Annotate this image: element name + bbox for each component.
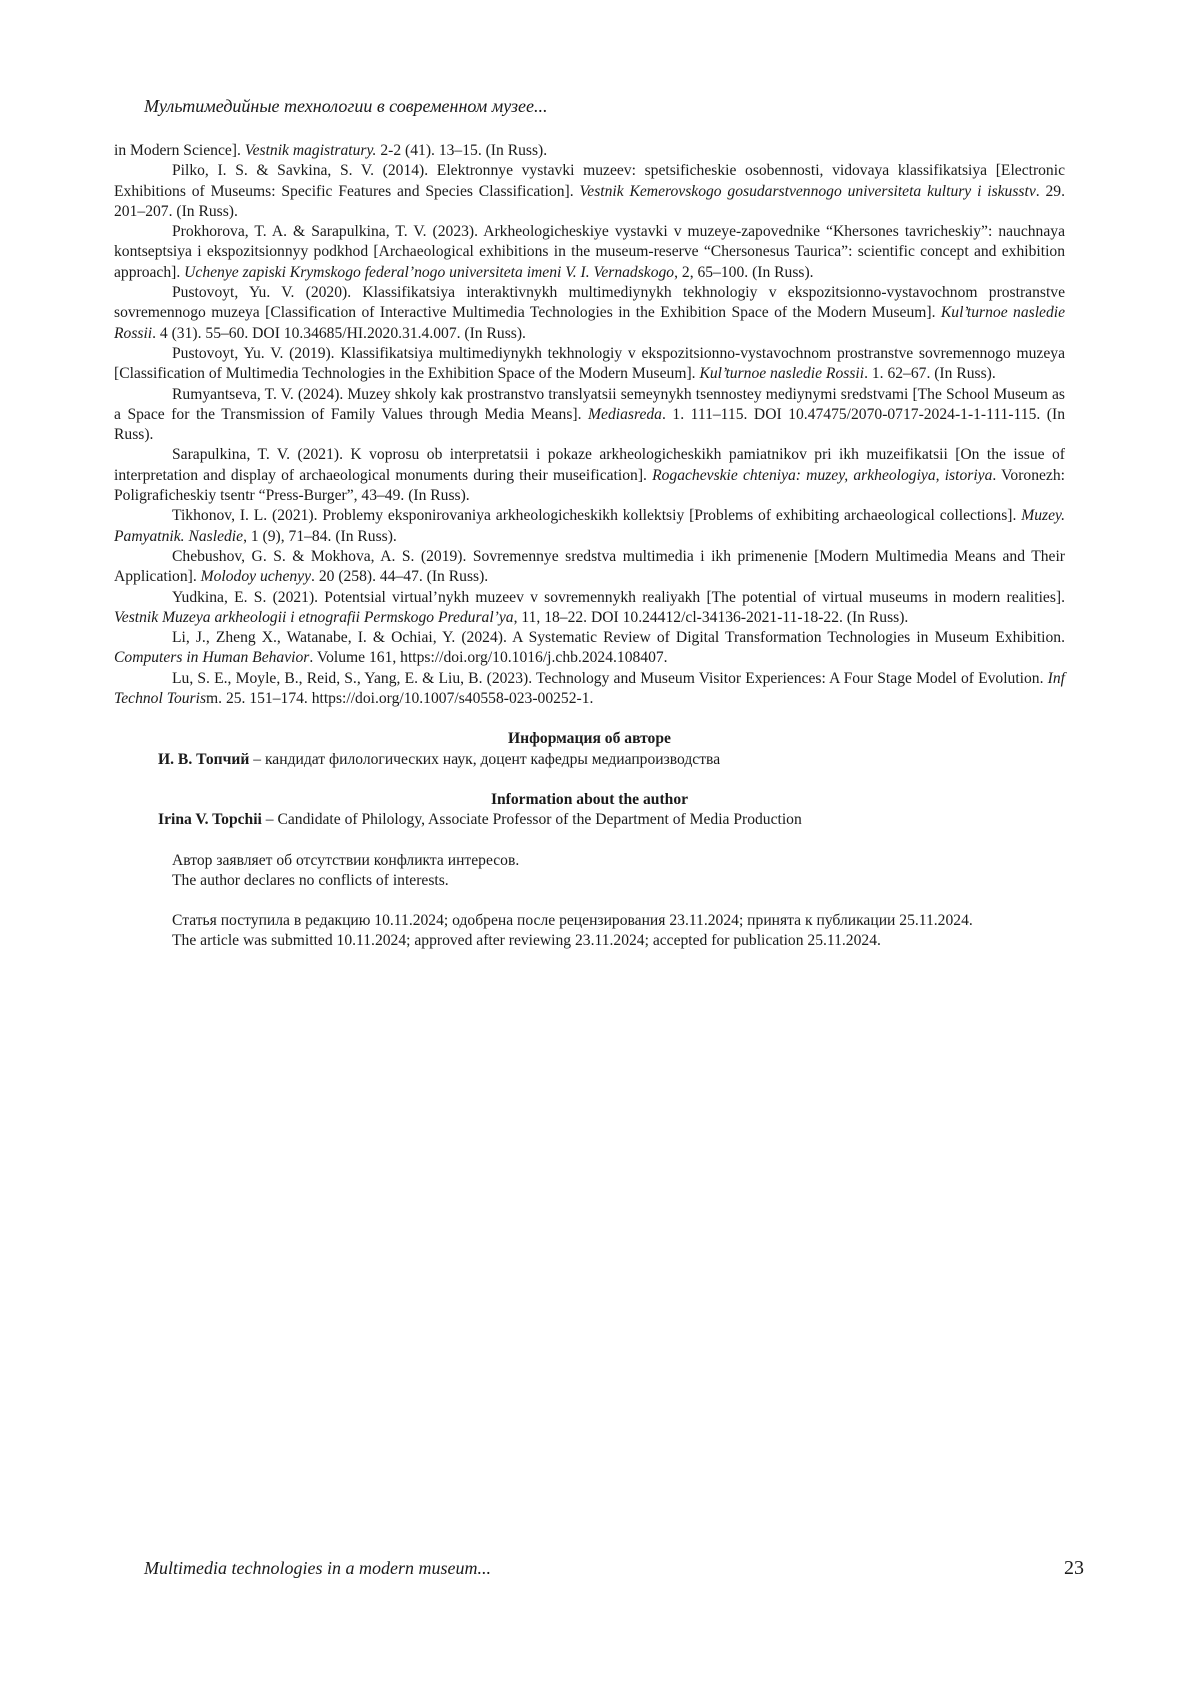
reference-text: , 11, 18–22. DOI 10.24412/cl-34136-2021-11-18-22. (In Russ). (513, 608, 909, 626)
reference-text: . 20 (258). 44–47. (In Russ). (311, 568, 489, 586)
reference-entry (114, 385, 1065, 446)
reference-source: Muzey. Pamyatnik. Nasledie (114, 507, 1065, 545)
author-description-ru: – кандидат филологических наук, доцент кафедры медиапроизводства (249, 750, 721, 768)
reference-text: m. 25. 151–174. https://doi.org/10.1007/s40558-023-00252-1. (206, 690, 594, 708)
page-body (114, 141, 1065, 952)
reference-entry (114, 547, 1065, 588)
author-name-en: Irina V. Topchii (158, 811, 262, 829)
reference-source: Vestnik magistratury. (244, 142, 377, 159)
running-header: Мультимедийные технологии в современном музее... (144, 96, 548, 116)
reference-text: Pustovoyt, Yu. V. (2020). Klassifikatsiya interaktivnykh multimediynykh tekhnologiy v ekspozitsionno-vystavochnom prostranstve sovremennogo muzeya [Classification of Interactive Multimedia Technologies in the Exhibition Space of the Modern Museum]. (114, 284, 1065, 322)
reference-entry (114, 669, 1065, 710)
reference-text: . Voronezh: Poligraficheskiy tsentr “Press-Burger”, 43–49. (In Russ). (114, 466, 1065, 505)
reference-source: Rogachevskie chteniya: muzey, arkheologiya, istoriya (652, 466, 993, 484)
reference-text: Li, J., Zheng X., Watanabe, I. & Ochiai, Y. (2024). A Systematic Review of Digital Transformation Technologies in Museum Exhibition. (172, 629, 1065, 647)
author-info-en (158, 810, 1065, 830)
reference-text: . 4 (31). 55–60. DOI 10.34685/HI.2020.31.4.007. (In Russ). (152, 324, 526, 342)
reference-text: . 1. 62–67. (In Russ). (864, 365, 996, 383)
reference-entry (114, 161, 1065, 222)
reference-text: , 2, 65–100. (In Russ). (674, 263, 814, 281)
page-number: 23 (1064, 1557, 1084, 1579)
reference-source: Vestnik Kemerovskogo gosudarstvennogo universiteta kultury i iskusstv (579, 182, 1036, 200)
reference-text: Yudkina, E. S. (2021). Potentsial virtual’nykh muzeev v sovremennykh realiyakh [The potential of virtual museums in modern realities]. (172, 588, 1065, 606)
reference-source: Uchenye zapiski Krymskogo federal’nogo universiteta imeni V. I. Vernadskogo (184, 263, 675, 281)
reference-source: Molodoy uchenyy (200, 568, 312, 586)
reference-text: Chebushov, G. S. & Mokhova, A. S. (2019). Sovremennye sredstva multimedia i ikh primenenie [Modern Multimedia Means and Their Application]. (114, 547, 1065, 586)
article-dates-en: The article was submitted 10.11.2024; approved after reviewing 23.11.2024; accepted for publication 25.11.2024. (172, 932, 881, 950)
reference-entry (114, 588, 1065, 629)
reference-text: . Volume 161, https://doi.org/10.1016/j.chb.2024.108407. (309, 649, 668, 667)
reference-text: . 29. 201–207. (In Russ). (114, 182, 1065, 220)
reference-text: . 1. 111–115. DOI 10.47475/2070-0717-2024-1-1-111-115. (In Russ). (114, 405, 1065, 444)
reference-text: Prokhorova, T. A. & Sarapulkina, T. V. (2023). Arkheologicheskiye vystavki v muzeye-zapovednike “Khersones tavricheskiy”: nauchnaya kontseptsiya i ekspozitsionnyy podkhod [Archaeological exhibitions in the museum-reserve “Chersonesus Taurica”: scientific concept and exhibition approach]. (114, 223, 1065, 281)
reference-text: 2-2 (41). 13–15. (In Russ). (376, 142, 548, 159)
reference-source: Mediasreda (588, 405, 662, 423)
reference-source: Kul’turnoe nasledie Rossii (114, 304, 1065, 342)
reference-entry (114, 344, 1065, 385)
running-footer: Multimedia technologies in a modern museum... (144, 1558, 491, 1578)
reference-source: Inf Technol Touris (114, 669, 1065, 708)
reference-text: , 1 (9), 71–84. (In Russ). (243, 527, 397, 545)
author-name-ru: И. В. Топчий (158, 750, 250, 768)
author-info-title-ru: Информация об авторе (508, 730, 671, 748)
reference-entry (114, 141, 1065, 161)
reference-list (114, 141, 1065, 709)
reference-text: Rumyantseva, T. V. (2024). Muzey shkoly kak prostranstvo translyatsii semeynykh tsennostey mediynymi sredstvami [The School Museum as a Space for the Transmission of Family Values through Media Means]. (114, 385, 1065, 423)
reference-text: in Modern Science]. (114, 142, 245, 159)
reference-text: Tikhonov, I. L. (2021). Problemy eksponirovaniya arkheologicheskikh kollektsiy [Problems of exhibiting archaeological collections]. (172, 507, 1022, 525)
reference-text: Sarapulkina, T. V. (2021). K voprosu ob interpretatsii i pokaze arkheologicheskikh pamiatnikov pri ikh muzeifikatsii [On the issue of interpretation and display of archaeological monuments during their museification]. (114, 446, 1065, 484)
author-info-ru (158, 750, 1065, 770)
reference-entry (114, 506, 1065, 547)
reference-source: Kul’turnoe nasledie Rossii (699, 365, 865, 383)
reference-text: Lu, S. E., Moyle, B., Reid, S., Yang, E. & Liu, B. (2023). Technology and Museum Visitor Experiences: A Four Stage Model of Evolution. (172, 669, 1048, 687)
reference-text: Pustovoyt, Yu. V. (2019). Klassifikatsiya multimediynykh tekhnologiy v ekspozitsionno-vystavochnom prostranstve sovremennogo muzeya [Classification of Multimedia Technologies in the Exhibition Space of the Modern Museum]. (114, 344, 1065, 383)
conflict-statement-en: The author declares no conflicts of interests. (172, 871, 449, 889)
reference-source: Computers in Human Behavior (114, 649, 310, 667)
article-dates-ru: Статья поступила в редакцию 10.11.2024; одобрена после рецензирования 23.11.2024; принята к публикации 25.11.2024. (172, 912, 973, 930)
reference-entry (114, 222, 1065, 283)
reference-entry (114, 628, 1065, 669)
reference-text: Pilko, I. S. & Savkina, S. V. (2014). Elektronnye vystavki muzeev: spetsificheskie osobennosti, vidovaya klassifikatsiya [Electronic Exhibitions of Museums: Specific Features and Species Classification]. (114, 162, 1065, 200)
reference-entry (114, 283, 1065, 344)
reference-entry (114, 445, 1065, 506)
conflict-statement-ru: Автор заявляет об отсутствии конфликта интересов. (172, 851, 520, 869)
reference-source: Vestnik Muzeya arkheologii i etnografii Permskogo Predural’ya (114, 608, 514, 626)
author-info-title-en: Information about the author (490, 790, 689, 808)
author-description-en: – Candidate of Philology, Associate Professor of the Department of Media Production (261, 811, 802, 829)
